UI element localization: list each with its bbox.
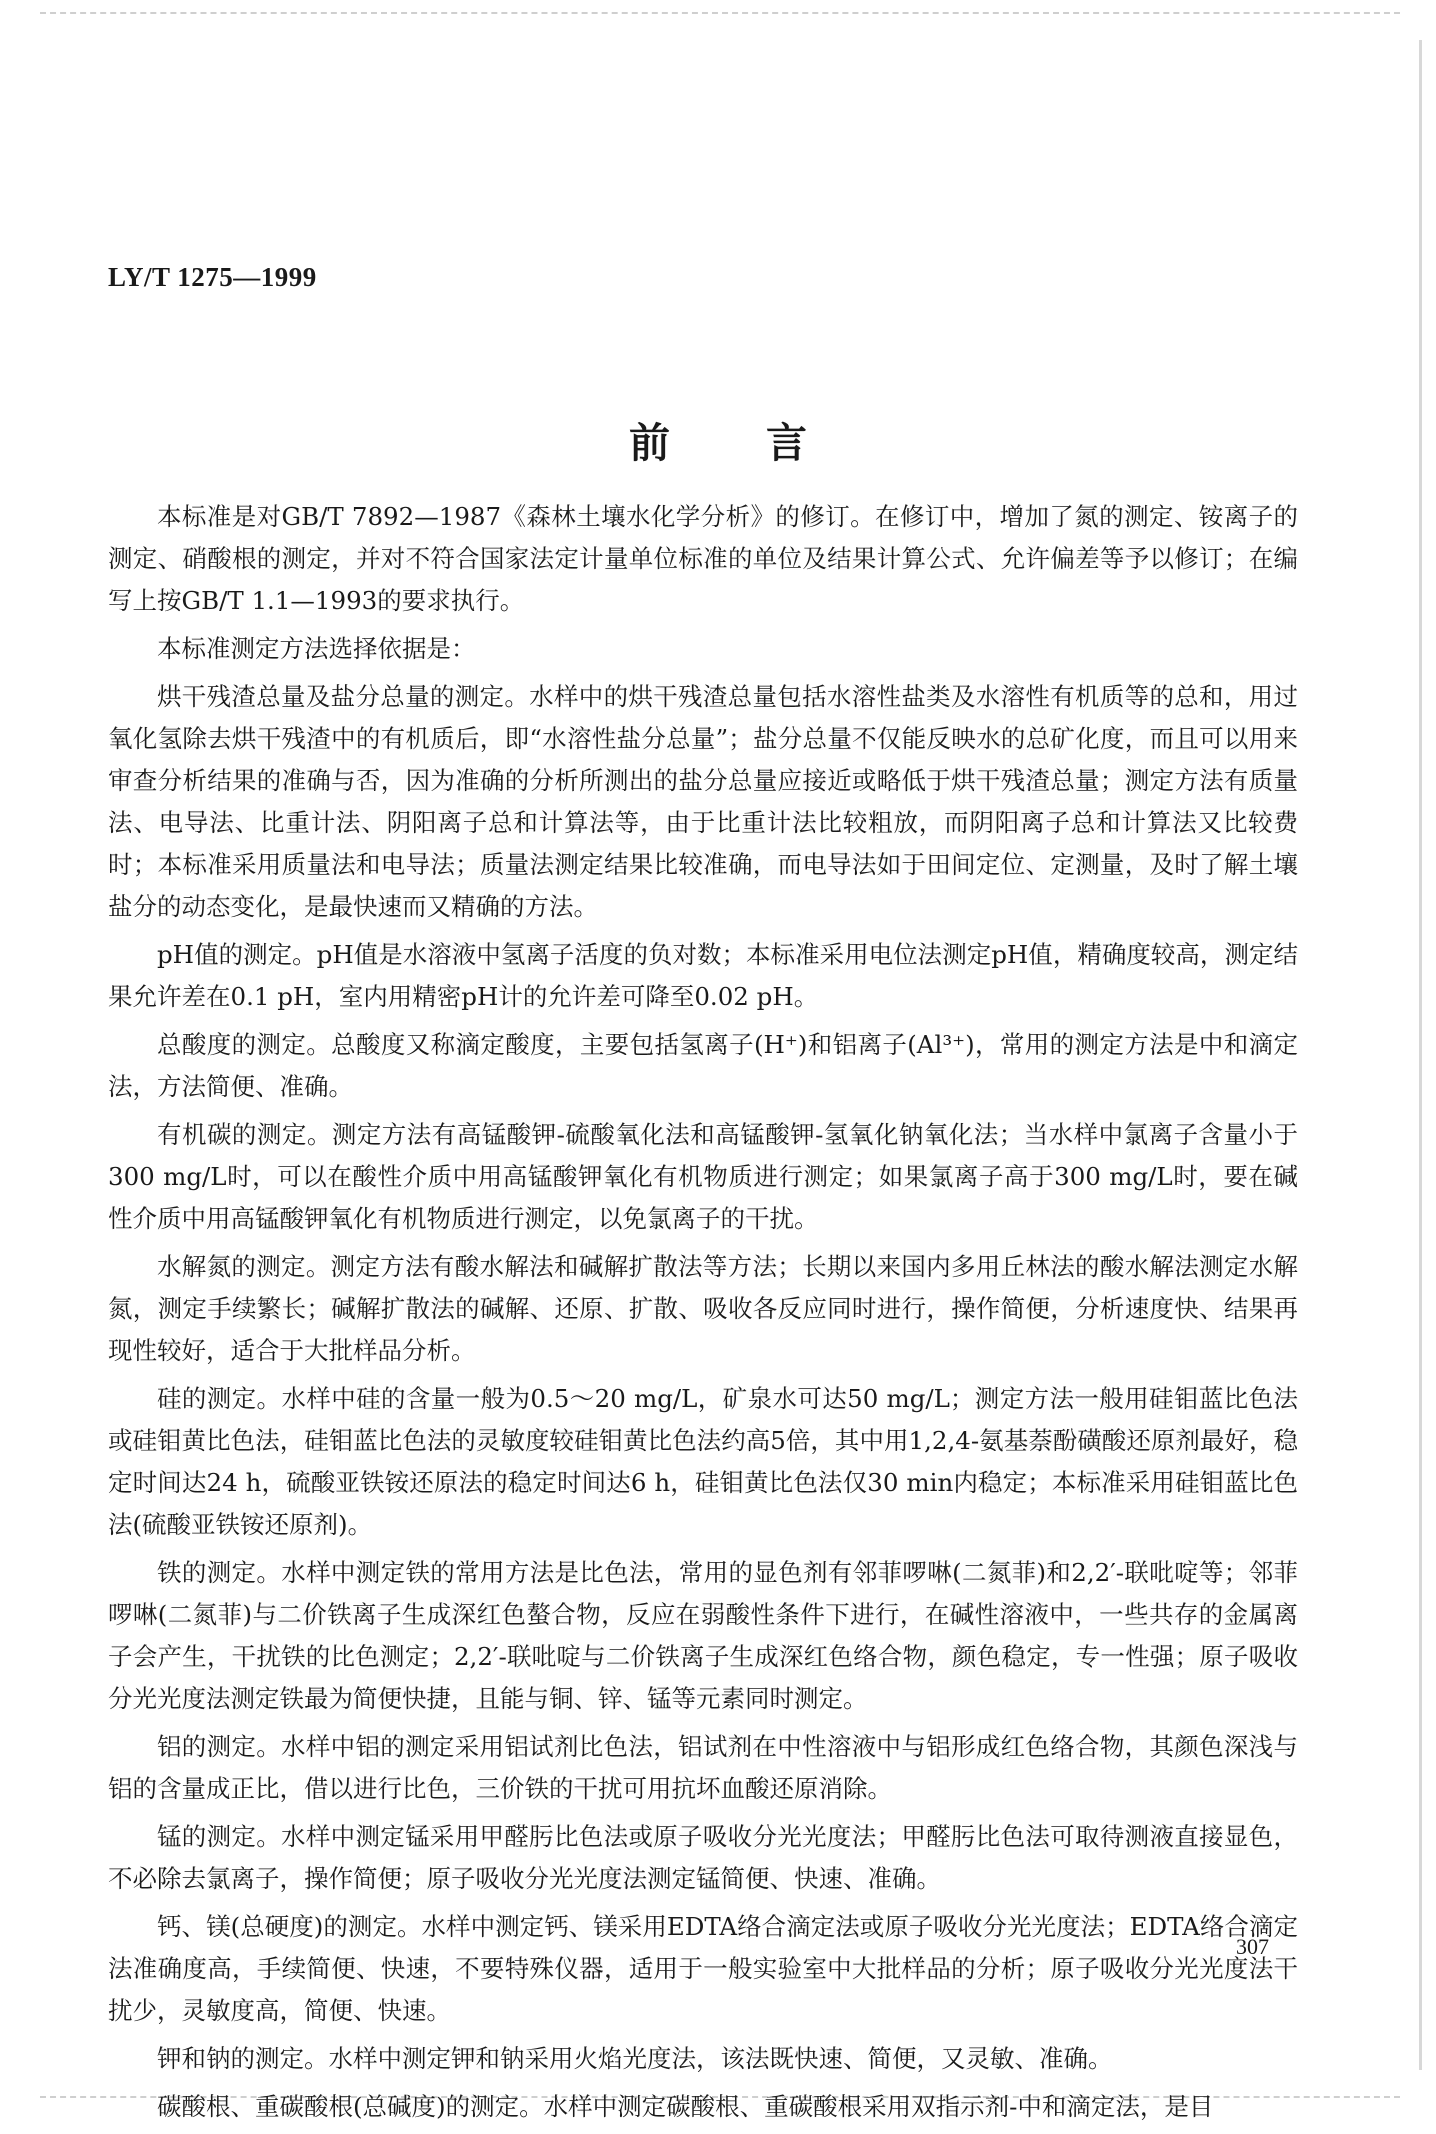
body-text [108,496,1298,2134]
paragraph-calcium-magnesium: 钙、镁(总硬度)的测定。水样中测定钙、镁采用EDTA络合滴定法或原子吸收分光光度法；EDTA络合滴定法准确度高，手续简便、快速，不要特殊仪器，适用于一般实验室中大批样品的分析；原子吸收分光光度法干扰少，灵敏度高，简便、快速。 [108,1912,1298,2025]
scan-edge-right [1419,40,1422,2070]
paragraph-ph: pH值的测定。pH值是水溶液中氢离子活度的负对数；本标准采用电位法测定pH值，精确度较高，测定结果允许差在0.1 pH，室内用精密pH计的允许差可降至0.02 pH。 [108,940,1298,1011]
paragraph-residue: 烘干残渣总量及盐分总量的测定。水样中的烘干残渣总量包括水溶性盐类及水溶性有机质等的总和，用过氧化氢除去烘干残渣中的有机质后，即“水溶性盐分总量”；盐分总量不仅能反映水的总矿化度，而且可以用来审查分析结果的准确与否，因为准确的分析所测出的盐分总量应接近或略低于烘干残渣总量；测定方法有质量法、电导法、比重计法、阴阳离子总和计算法等，由于比重计法比较粗放，而阴阳离子总和计算法又比较费时；本标准采用质量法和电导法；质量法测定结果比较准确，而电导法如于田间定位、定测量，及时了解土壤盐分的动态变化，是最快速而又精确的方法。 [108,682,1298,921]
paragraph-manganese: 锰的测定。水样中测定锰采用甲醛肟比色法或原子吸收分光光度法；甲醛肟比色法可取待测液直接显色，不必除去氯离子，操作简便；原子吸收分光光度法测定锰简便、快速、准确。 [108,1822,1298,1893]
paragraph-acidity: 总酸度的测定。总酸度又称滴定酸度，主要包括氢离子(H⁺)和铝离子(Al³⁺)，常用的测定方法是中和滴定法，方法简便、准确。 [108,1030,1298,1101]
paragraph-aluminum: 铝的测定。水样中铝的测定采用铝试剂比色法，铝试剂在中性溶液中与铝形成红色络合物，其颜色深浅与铝的含量成正比，借以进行比色，三价铁的干扰可用抗坏血酸还原消除。 [108,1732,1298,1803]
document-code: LY/T 1275—1999 [108,262,317,292]
paragraph-potassium-sodium: 钾和钠的测定。水样中测定钾和钠采用火焰光度法，该法既快速、简便，又灵敏、准确。 [157,2044,1113,2073]
scan-edge-top [40,12,1400,14]
paragraph-organic-carbon: 有机碳的测定。测定方法有高锰酸钾-硫酸氧化法和高锰酸钾-氢氧化钠氧化法；当水样中氯离子含量小于300 mg/L时，可以在酸性介质中用高锰酸钾氧化有机物质进行测定；如果氯离子高于300 mg/L时，要在碱性介质中用高锰酸钾氧化有机物质进行测定，以免氯离子的干扰。 [108,1120,1298,1233]
paragraph-hydrolyzable-nitrogen: 水解氮的测定。测定方法有酸水解法和碱解扩散法等方法；长期以来国内多用丘林法的酸水解法测定水解氮，测定手续繁长；碱解扩散法的碱解、还原、扩散、吸收各反应同时进行，操作简便，分析速度快、结果再现性较好，适合于大批样品分析。 [108,1252,1298,1365]
paragraph-intro: 本标准是对GB/T 7892—1987《森林土壤水化学分析》的修订。在修订中，增加了氮的测定、铵离子的测定、硝酸根的测定，并对不符合国家法定计量单位标准的单位及结果计算公式、允许偏差等予以修订；在编写上按GB/T 1.1—1993的要求执行。 [108,502,1298,615]
page-number: 307 [1236,1934,1269,1959]
paragraph-basis: 本标准测定方法选择依据是： [157,634,476,663]
page-title: 前言 [629,419,903,467]
paragraph-carbonate: 碳酸根、重碳酸根(总碱度)的测定。水样中测定碳酸根、重碳酸根采用双指示剂-中和滴定法，是目 [157,2092,1214,2121]
paragraph-iron: 铁的测定。水样中测定铁的常用方法是比色法，常用的显色剂有邻菲啰啉(二氮菲)和2,2′-联吡啶等；邻菲啰啉(二氮菲)与二价铁离子生成深红色螯合物，反应在弱酸性条件下进行，在碱性溶液中，一些共存的金属离子会产生，干扰铁的比色测定；2,2′-联吡啶与二价铁离子生成深红色络合物，颜色稳定，专一性强；原子吸收分光光度法测定铁最为简便快捷，且能与铜、锌、锰等元素同时测定。 [108,1558,1298,1713]
paragraph-silicon: 硅的测定。水样中硅的含量一般为0.5～20 mg/L，矿泉水可达50 mg/L；测定方法一般用硅钼蓝比色法或硅钼黄比色法，硅钼蓝比色法的灵敏度较硅钼黄比色法约高5倍，其中用1,2,4-氨基萘酚磺酸还原剂最好，稳定时间达24 h，硫酸亚铁铵还原法的稳定时间达6 h，硅钼黄比色法仅30 min内稳定；本标准采用硅钼蓝比色法(硫酸亚铁铵还原剂)。 [108,1384,1298,1539]
